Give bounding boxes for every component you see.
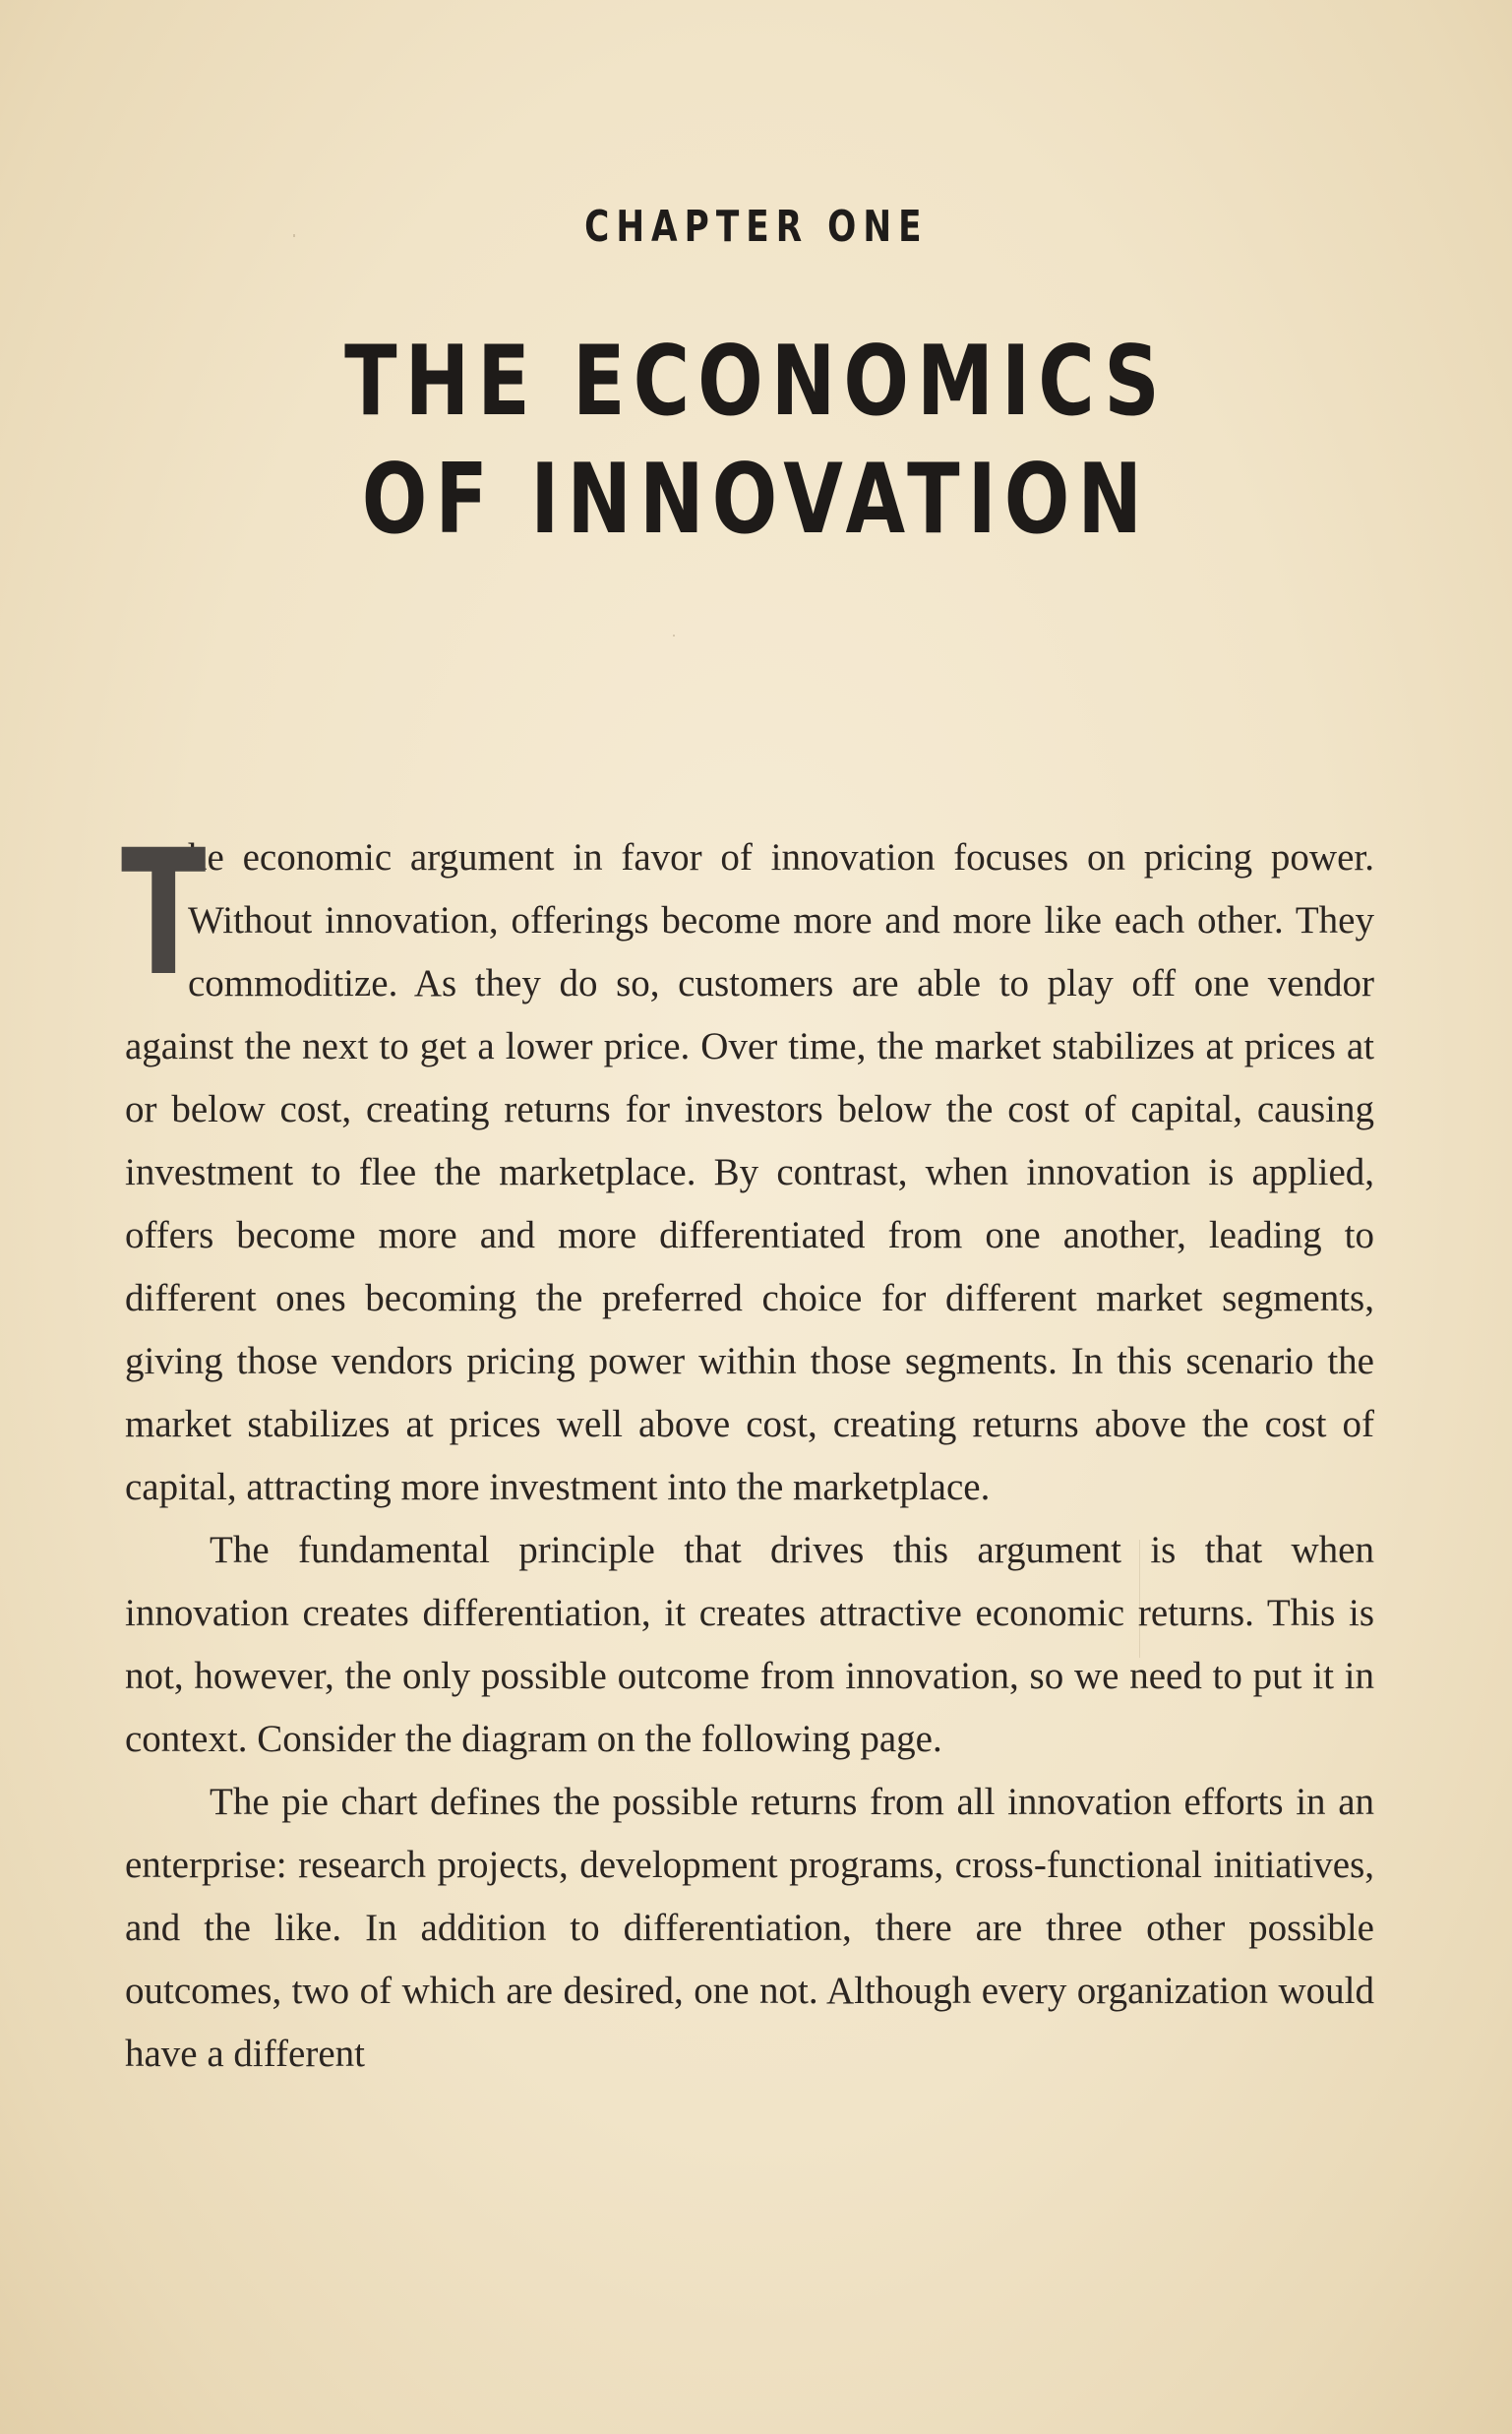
paragraph-3: The pie chart defines the possible returns from all innovation efforts in an enterprise: research projects, development programs, cross-functional initiatives, and the like. In addition to differentiation, there are three other possible outcomes, two of which are desired, one not. Although every organization would have a different (125, 1781, 1374, 2075)
body-text (121, 813, 1374, 2086)
drop-cap: T (121, 813, 207, 1014)
paragraph-1-text: he economic argument in favor of innovation focuses on pricing power. Without innovation, offerings become more and more like each other. They commoditize. As they do so, customers are able to play off one vendor against the next to get a lower price. Over time, the market stabilizes at prices at or below cost, creating returns for investors below the cost of capital, causing investment to flee the marketplace. By contrast, when innovation is applied, offers become more and more differentiated from one another, leading to different ones becoming the preferred choice for different market segments, giving those vendors pricing power within those segments. In this scenario the market stabilizes at prices well above cost, creating returns above the cost of capital, attracting more investment into the marketplace. (125, 836, 1374, 1508)
chapter-title (151, 323, 1361, 559)
chapter-label: CHAPTER ONE (584, 202, 929, 252)
paragraph-1 (121, 813, 1374, 1519)
scan-scratch (1139, 1540, 1140, 1658)
chapter-title-line-2: OF INNOVATION (361, 444, 1151, 556)
scan-speck (673, 635, 675, 637)
scan-speck (293, 234, 295, 237)
chapter-title-line-1: THE ECONOMICS (344, 326, 1168, 438)
paragraph-2: The fundamental principle that drives this argument is that when innovation creates differentiation, it creates attractive economic returns. This is not, however, the only possible outcome from innovation, so we need to put it in context. Consider the diagram on the following page. (125, 1529, 1374, 1760)
